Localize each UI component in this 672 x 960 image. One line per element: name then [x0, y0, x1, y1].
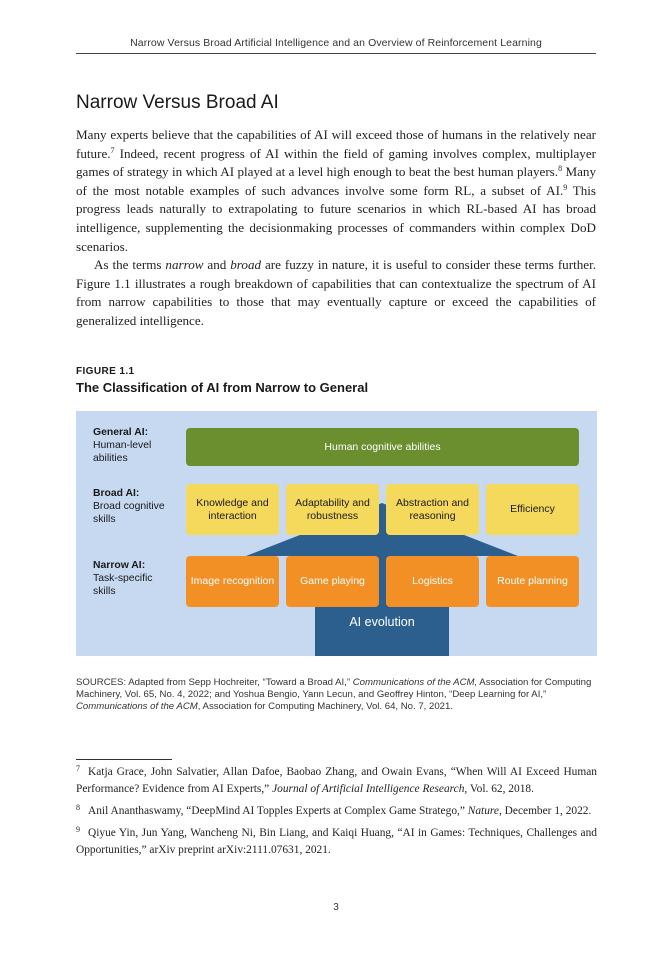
row-label-general — [93, 426, 163, 465]
narrow-box-game-playing: Game playing — [286, 556, 379, 607]
footnote-ref-7[interactable]: 7 — [110, 145, 115, 155]
sources-journal-2: Communications of the ACM — [76, 701, 198, 712]
body-text — [76, 126, 596, 331]
para2-text-b: and — [203, 257, 231, 273]
sources-suffix: , Association for Computing Machinery, Vol. 64, No. 7, 2021. — [197, 701, 454, 712]
running-head: Narrow Versus Broad Artificial Intelligence and an Overview of Reinforcement Learning — [130, 37, 542, 49]
ai-evolution-label: AI evolution — [349, 615, 415, 629]
footnotes — [76, 764, 597, 864]
figure-label: FIGURE 1.1 — [76, 366, 135, 377]
para2-text-a: As the terms — [94, 257, 166, 273]
row-desc-general: Human-level abilities — [93, 440, 152, 464]
broad-box-knowledge: Knowledge and interaction — [186, 484, 279, 535]
page-number: 3 — [333, 902, 339, 913]
footnote-text-end: , Vol. 62, 2018. — [464, 783, 534, 795]
sources-prefix: SOURCES: Adapted from Sepp Hochreiter, “Toward a Broad AI,” — [76, 677, 353, 688]
paragraph-1 — [76, 126, 596, 256]
row-title-broad: Broad AI: — [93, 488, 140, 499]
broad-box-abstraction: Abstraction and reasoning — [386, 484, 479, 535]
narrow-box-route-planning: Route planning — [486, 556, 579, 607]
footnote-ref-8[interactable]: 8 — [558, 164, 563, 174]
row-label-broad — [93, 487, 171, 526]
row-title-general: General AI: — [93, 427, 149, 438]
footnote-text-end: , December 1, 2022. — [498, 805, 592, 817]
row-desc-narrow: Task-specific skills — [93, 573, 153, 597]
footnote-8 — [76, 803, 597, 820]
footnote-ref-9[interactable]: 9 — [563, 182, 568, 192]
footnote-text: Anil Ananthaswamy, “DeepMind AI Topples Experts at Complex Game Stratego,” — [88, 805, 468, 817]
general-ai-box: Human cognitive abilities — [186, 428, 579, 466]
narrow-box-image-recognition: Image recognition — [186, 556, 279, 607]
footnote-number: 9 — [76, 825, 80, 834]
para2-em-narrow: narrow — [165, 257, 204, 273]
broad-box-adaptability: Adaptability and robustness — [286, 484, 379, 535]
footnote-text: Katja Grace, John Salvatier, Allan Dafoe, Baobao Zhang, and Owain Evans, “When Will AI Exceed Human Performance? Evidence from AI Experts,” — [76, 766, 597, 795]
para1-text-b: Indeed, recent progress of AI within the field of gaming involves complex, multiplayer games of strategy in which AI played at a level high enough to beat the best human players. — [76, 145, 596, 180]
para2-em-broad: broad — [230, 257, 262, 273]
figure-sources — [76, 677, 597, 713]
footnote-number: 8 — [76, 803, 80, 812]
row-title-narrow: Narrow AI: — [93, 560, 146, 571]
para2-text-c: are fuzzy in nature, it is useful to consider these terms further. Figure 1.1 illustrates a rough breakdown of capabilities that can contextualize the spectrum of AI from narrow capabilities to those that may eventually capture or exceed the capabilities of generalized intelligence. — [76, 257, 596, 328]
footnote-number: 7 — [76, 764, 80, 773]
para1-text-a: Many experts believe that the capabilities of AI will exceed those of humans in the relatively near future. — [76, 127, 596, 161]
sources-middle: Association for Computing Machinery, Vol. 65, No. 4, 2022; and Yoshua Bengio, Yann Lecun, and Geoffrey Hinton, “Deep Learning for AI,” — [76, 677, 592, 700]
ai-classification-figure — [76, 411, 597, 656]
sources-journal-1: Communications of the ACM, — [352, 677, 478, 688]
footnote-rule — [76, 759, 172, 760]
footnote-journal: Journal of Artificial Intelligence Research — [272, 783, 465, 795]
broad-box-efficiency: Efficiency — [486, 484, 579, 535]
narrow-box-logistics: Logistics — [386, 556, 479, 607]
row-desc-broad: Broad cognitive skills — [93, 501, 165, 525]
para1-text-d: This progress leads naturally to extrapolating to future scenarios in which RL-based AI has broad intelligence, supplementing the decisionmaking processes of commanders within complex DoD scenarios. — [76, 182, 596, 254]
footnote-9 — [76, 825, 597, 859]
paragraph-2 — [76, 256, 596, 330]
section-title: Narrow Versus Broad AI — [76, 92, 279, 113]
footnote-text: Qiyue Yin, Jun Yang, Wancheng Ni, Bin Liang, and Kaiqi Huang, “AI in Games: Techniques, Challenges and Opportunities,” arXiv preprint arXiv:2111.07631, 2021. — [76, 827, 597, 856]
para1-text-c: Many of the most notable examples of such advances involve some form RL, a subset of AI. — [76, 164, 597, 198]
header-rule — [76, 53, 596, 54]
row-label-narrow — [93, 559, 165, 598]
figure-title: The Classification of AI from Narrow to General — [76, 380, 369, 395]
footnote-journal: Nature — [467, 805, 499, 817]
footnote-7 — [76, 764, 597, 798]
